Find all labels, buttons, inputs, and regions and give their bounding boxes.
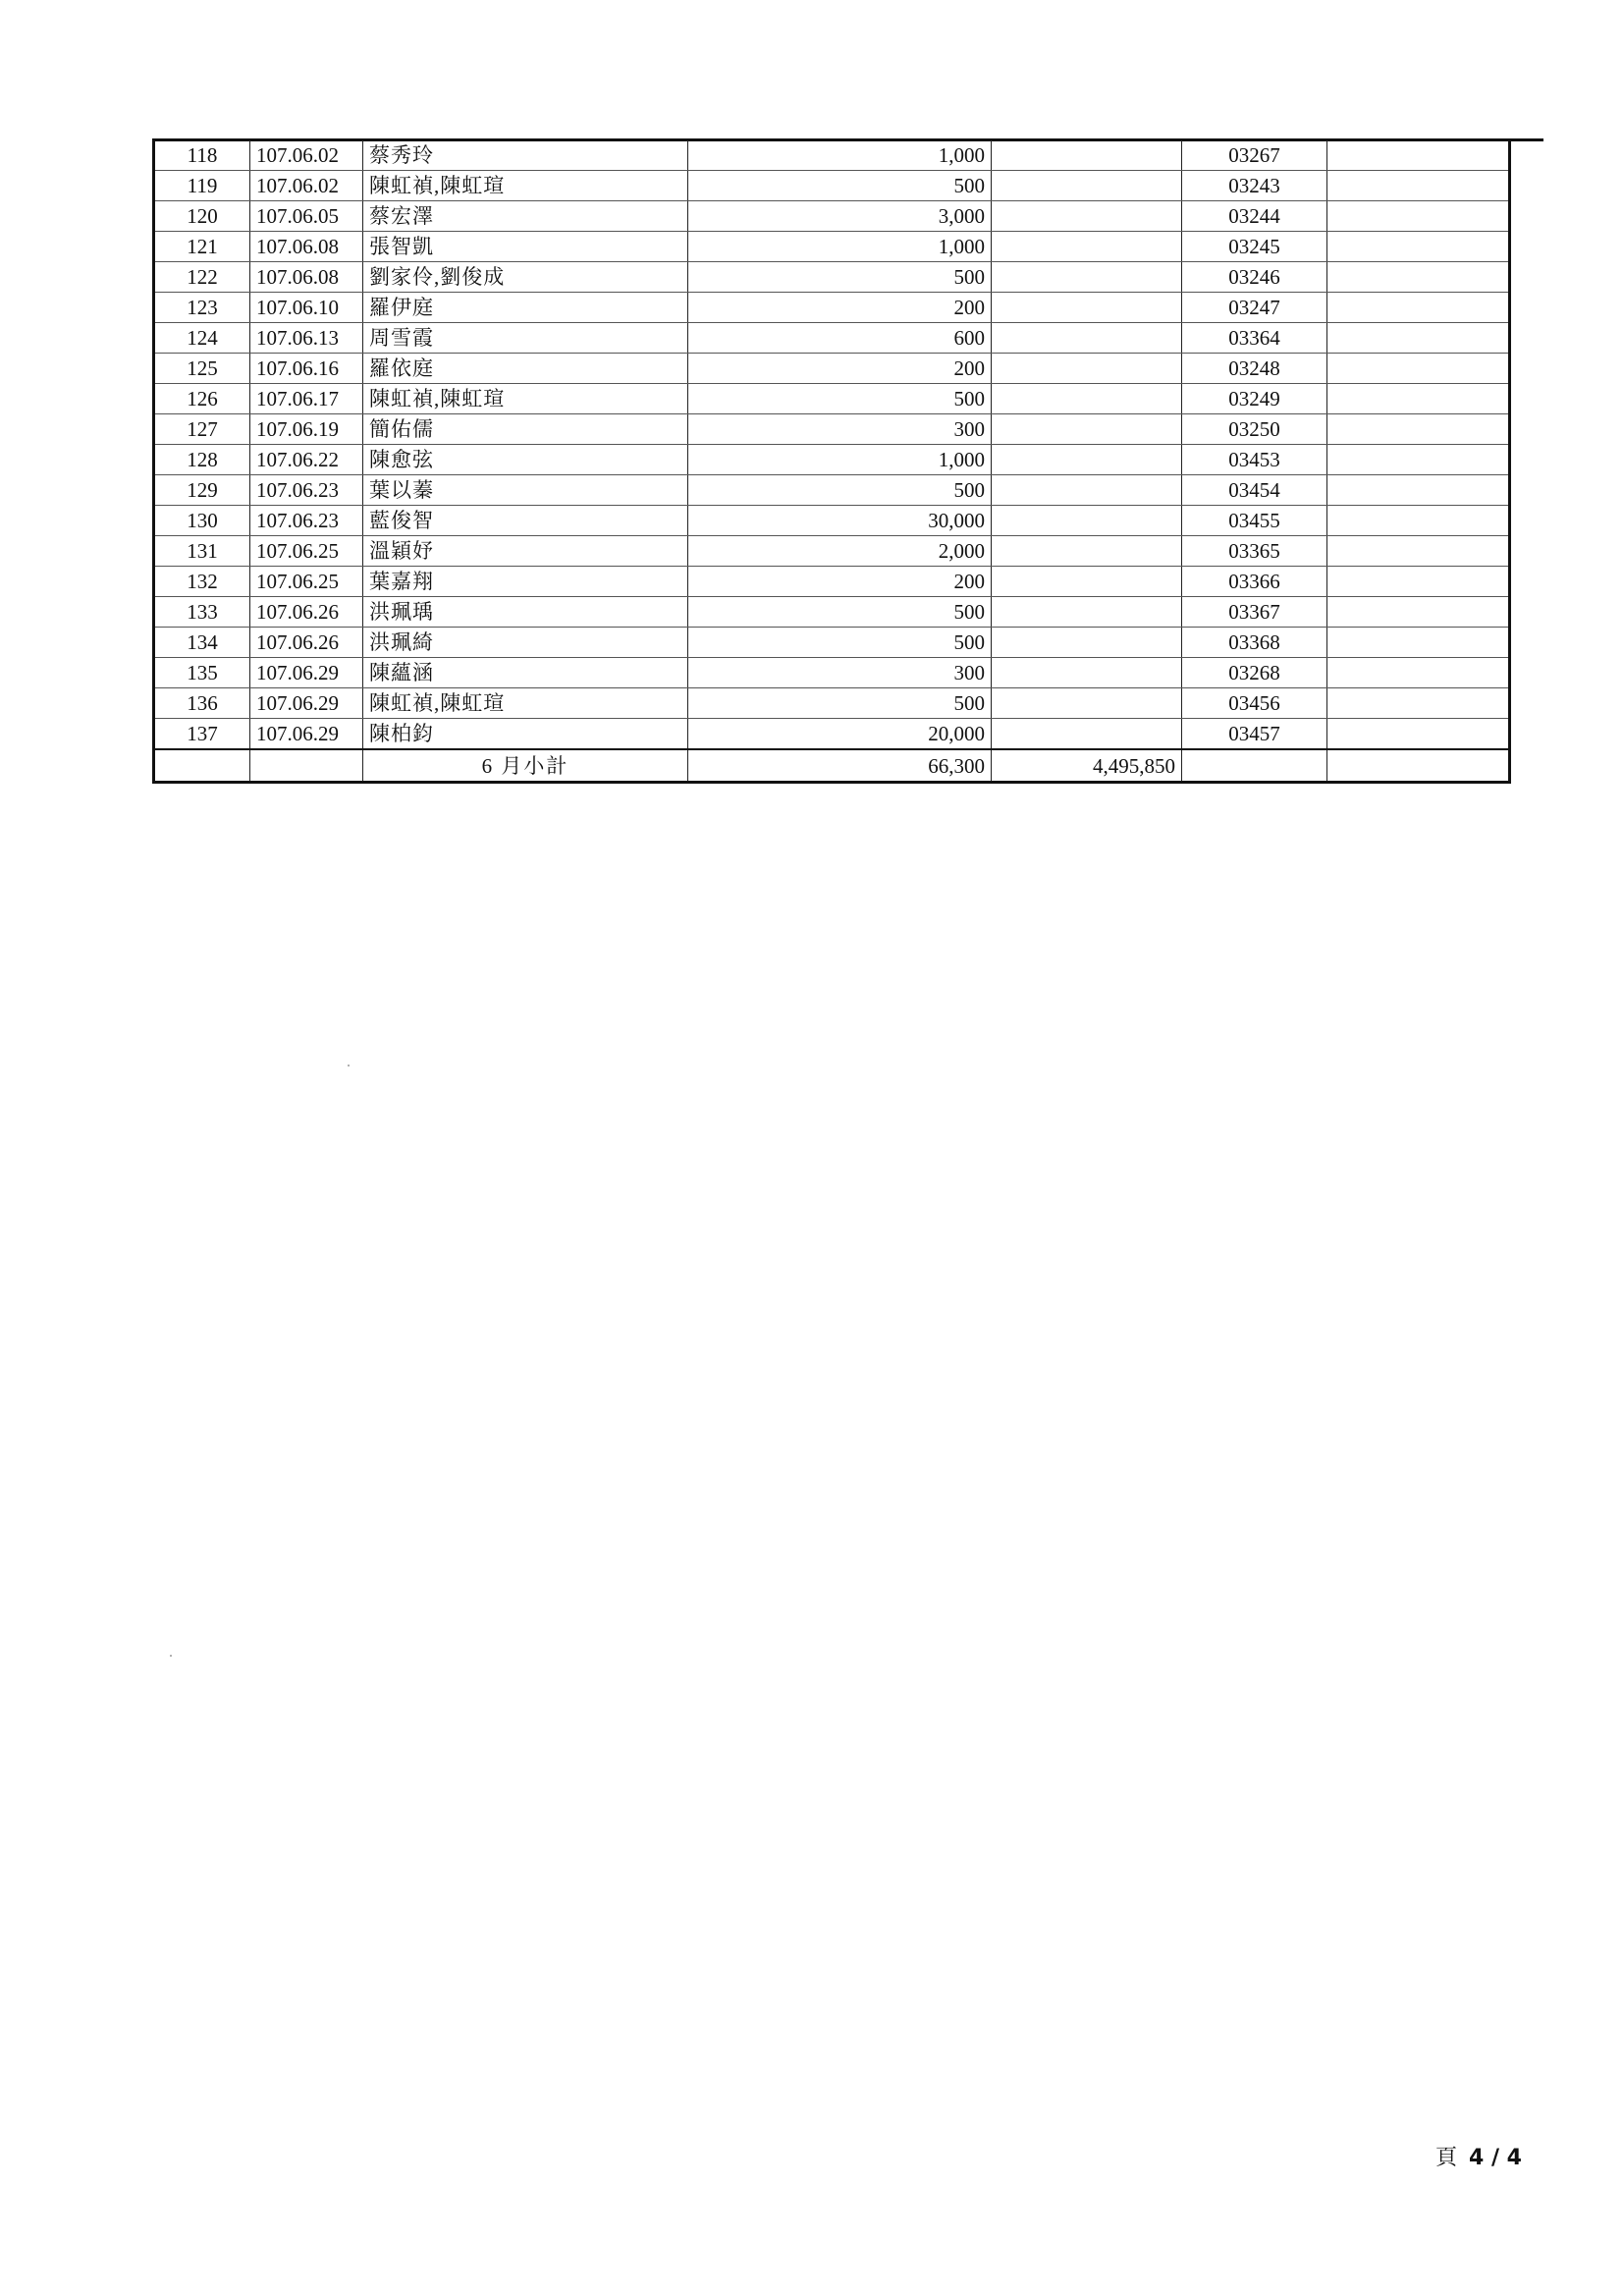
row-donor-name: 羅依庭 [363,354,688,384]
row-cumulative [992,475,1182,506]
row-date: 107.06.02 [250,140,363,171]
row-donor-name: 陳柏鈞 [363,719,688,750]
subtotal-label: 6 月小計 [363,749,688,783]
row-donor-name: 陳虹禎,陳虹瑄 [363,384,688,414]
row-receipt-number: 03456 [1182,688,1327,719]
row-receipt-number: 03457 [1182,719,1327,750]
table-row [154,536,1510,567]
row-cumulative [992,262,1182,293]
table-row [154,567,1510,597]
table-row [154,597,1510,628]
row-cumulative [992,171,1182,201]
row-note [1327,536,1510,567]
row-date: 107.06.25 [250,567,363,597]
row-cumulative [992,658,1182,688]
row-note [1327,658,1510,688]
row-note [1327,262,1510,293]
row-number: 128 [154,445,250,475]
row-amount: 30,000 [688,506,992,536]
row-amount: 1,000 [688,140,992,171]
row-date: 107.06.29 [250,688,363,719]
row-amount: 600 [688,323,992,354]
row-note [1327,171,1510,201]
row-amount: 3,000 [688,201,992,232]
row-amount: 500 [688,171,992,201]
row-note [1327,414,1510,445]
row-number: 135 [154,658,250,688]
row-receipt-number: 03366 [1182,567,1327,597]
row-donor-name: 蔡宏澤 [363,201,688,232]
row-note [1327,323,1510,354]
row-date: 107.06.26 [250,597,363,628]
row-amount: 300 [688,414,992,445]
row-cumulative [992,384,1182,414]
row-note [1327,475,1510,506]
table-row [154,719,1510,750]
row-donor-name: 蔡秀玲 [363,140,688,171]
table-row [154,262,1510,293]
row-cumulative [992,354,1182,384]
row-cumulative [992,293,1182,323]
row-donor-name: 洪珮瑀 [363,597,688,628]
row-amount: 500 [688,688,992,719]
table-row [154,414,1510,445]
table-row [154,628,1510,658]
row-note [1327,445,1510,475]
row-date: 107.06.08 [250,232,363,262]
row-date: 107.06.29 [250,658,363,688]
row-cumulative [992,719,1182,750]
row-donor-name: 藍俊智 [363,506,688,536]
row-amount: 200 [688,354,992,384]
table-row [154,323,1510,354]
row-amount: 500 [688,628,992,658]
table-row [154,293,1510,323]
table-row [154,354,1510,384]
row-number: 124 [154,323,250,354]
row-date: 107.06.16 [250,354,363,384]
row-receipt-number: 03247 [1182,293,1327,323]
row-date: 107.06.26 [250,628,363,658]
row-date: 107.06.13 [250,323,363,354]
subtotal-amount: 66,300 [688,749,992,783]
row-amount: 300 [688,658,992,688]
row-donor-name: 陳虹禎,陳虹瑄 [363,171,688,201]
row-number: 129 [154,475,250,506]
row-date: 107.06.05 [250,201,363,232]
row-cumulative [992,567,1182,597]
row-number: 127 [154,414,250,445]
table-row [154,475,1510,506]
row-note [1327,140,1510,171]
row-amount: 500 [688,597,992,628]
row-date: 107.06.17 [250,384,363,414]
row-note [1327,354,1510,384]
row-date: 107.06.23 [250,475,363,506]
row-cumulative [992,628,1182,658]
row-cumulative [992,201,1182,232]
row-note [1327,506,1510,536]
row-receipt-number: 03245 [1182,232,1327,262]
row-receipt-number: 03268 [1182,658,1327,688]
row-receipt-number: 03364 [1182,323,1327,354]
row-receipt-number: 03250 [1182,414,1327,445]
row-note [1327,688,1510,719]
row-receipt-number: 03243 [1182,171,1327,201]
row-amount: 1,000 [688,232,992,262]
row-amount: 2,000 [688,536,992,567]
row-note [1327,384,1510,414]
row-date: 107.06.19 [250,414,363,445]
row-cumulative [992,445,1182,475]
table-row [154,171,1510,201]
table-row [154,232,1510,262]
row-date: 107.06.22 [250,445,363,475]
row-receipt-number: 03453 [1182,445,1327,475]
row-donor-name: 葉以蓁 [363,475,688,506]
row-receipt-number: 03368 [1182,628,1327,658]
row-amount: 200 [688,293,992,323]
row-amount: 500 [688,475,992,506]
scan-speck [348,1065,350,1066]
row-amount: 20,000 [688,719,992,750]
row-receipt-number: 03246 [1182,262,1327,293]
row-donor-name: 溫穎妤 [363,536,688,567]
row-amount: 1,000 [688,445,992,475]
row-note [1327,719,1510,750]
donation-ledger-table [152,140,1511,784]
row-number: 132 [154,567,250,597]
row-cumulative [992,597,1182,628]
row-date: 107.06.25 [250,536,363,567]
row-donor-name: 洪珮綺 [363,628,688,658]
scan-speck [170,1655,172,1657]
row-cumulative [992,232,1182,262]
row-date: 107.06.29 [250,719,363,750]
row-receipt-number: 03454 [1182,475,1327,506]
subtotal-cumulative: 4,495,850 [992,749,1182,783]
row-number: 130 [154,506,250,536]
subtotal-row [154,749,1510,783]
row-number: 136 [154,688,250,719]
row-number: 125 [154,354,250,384]
row-donor-name: 簡佑儒 [363,414,688,445]
row-number: 120 [154,201,250,232]
row-donor-name: 劉家伶,劉俊成 [363,262,688,293]
row-receipt-number: 03248 [1182,354,1327,384]
page-label: 頁 [1435,2146,1458,2170]
table-row [154,506,1510,536]
table-row [154,445,1510,475]
row-cumulative [992,140,1182,171]
row-donor-name: 周雪霞 [363,323,688,354]
row-donor-name: 陳愈弦 [363,445,688,475]
row-cumulative [992,688,1182,719]
row-cumulative [992,323,1182,354]
row-amount: 200 [688,567,992,597]
row-note [1327,293,1510,323]
row-cumulative [992,414,1182,445]
row-donor-name: 陳蘊涵 [363,658,688,688]
row-number: 126 [154,384,250,414]
row-number: 123 [154,293,250,323]
row-donor-name: 張智凱 [363,232,688,262]
row-number: 134 [154,628,250,658]
row-receipt-number: 03244 [1182,201,1327,232]
row-number: 131 [154,536,250,567]
row-donor-name: 羅伊庭 [363,293,688,323]
row-date: 107.06.23 [250,506,363,536]
row-note [1327,232,1510,262]
row-donor-name: 陳虹禎,陳虹瑄 [363,688,688,719]
row-receipt-number: 03365 [1182,536,1327,567]
row-number: 137 [154,719,250,750]
table-row [154,140,1510,171]
row-receipt-number: 03367 [1182,597,1327,628]
row-donor-name: 葉嘉翔 [363,567,688,597]
subtotal-note-cell [1327,749,1510,783]
row-note [1327,567,1510,597]
row-number: 122 [154,262,250,293]
row-number: 119 [154,171,250,201]
ledger-body [154,140,1510,783]
subtotal-no-cell [154,749,250,783]
row-number: 118 [154,140,250,171]
page-number: 4 / 4 [1469,2146,1522,2170]
row-amount: 500 [688,262,992,293]
table-row [154,658,1510,688]
table-row [154,384,1510,414]
page-indicator [1435,2141,1522,2171]
row-cumulative [992,506,1182,536]
row-cumulative [992,536,1182,567]
row-receipt-number: 03455 [1182,506,1327,536]
table-row [154,201,1510,232]
row-receipt-number: 03267 [1182,140,1327,171]
row-date: 107.06.08 [250,262,363,293]
row-note [1327,597,1510,628]
row-date: 107.06.02 [250,171,363,201]
row-receipt-number: 03249 [1182,384,1327,414]
row-amount: 500 [688,384,992,414]
row-date: 107.06.10 [250,293,363,323]
table-row [154,688,1510,719]
row-number: 121 [154,232,250,262]
row-number: 133 [154,597,250,628]
row-note [1327,201,1510,232]
subtotal-receipt-cell [1182,749,1327,783]
subtotal-date-cell [250,749,363,783]
row-note [1327,628,1510,658]
